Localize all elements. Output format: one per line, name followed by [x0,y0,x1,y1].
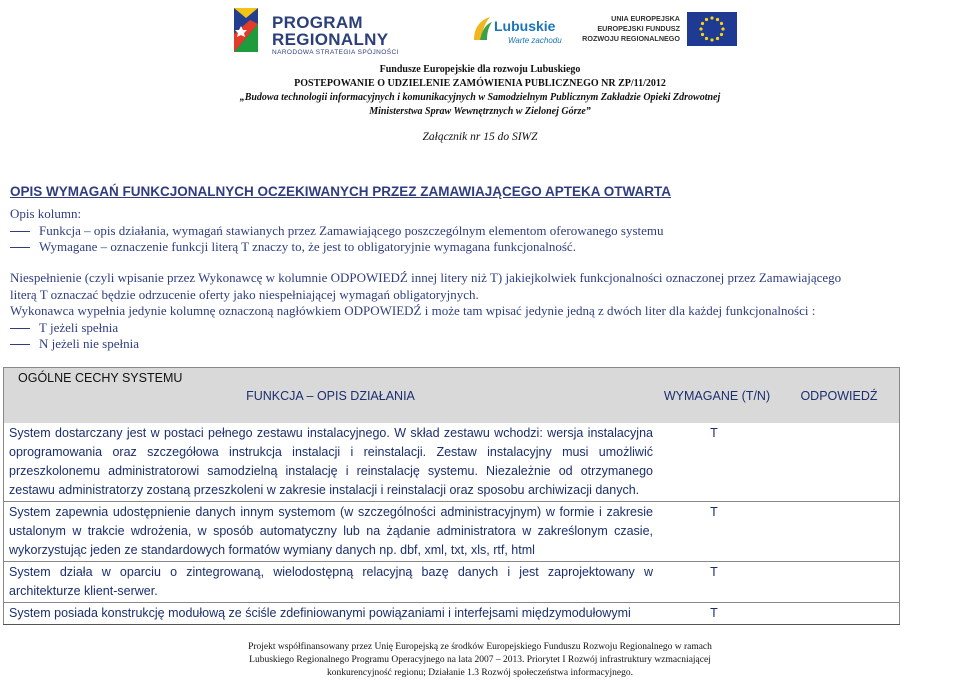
eu-logo-line1: UNIA EUROPEJSKA [611,14,680,23]
table-body [3,423,900,624]
columns-intro: Opis kolumn: [10,206,82,221]
table-row [4,502,899,562]
row-required-value: T [710,565,718,579]
niespelnienie-line1: Niespełnienie (czyli wpisanie przez Wykonawcę w kolumnie ODPOWIEDŹ innej litery niż T) jakiejkolwiek funkcjonalności oznaczonej przez Zamawiającego [10,270,842,285]
header-line1: Fundusze Europejskie dla rozwoju Lubuskiego [379,64,581,75]
row-description: System zapewnia udostępnienie danych innym systemom (w szczególności administracyjnym) w formie i zakresie ustalonym w trakcie wdrożenia, w sposób automatyczny lub na żądanie administratora w zakreślonym czasie, wykorzystując jeden ze standardowych formatów wymiany danych np. dbf, xml, txt, xls, rtf, html [9,505,653,557]
col-header-odpowiedz: ODPOWIEDŹ [800,389,878,403]
dash-bullet [10,344,30,345]
table-header [3,387,900,423]
header-line4: Ministerstwa Spraw Wewnętrznych w Zielonej Górze” [369,106,591,117]
table-row [4,603,899,624]
niespelnienie-line2: literą T oznaczać będzie odrzucenie oferty jako niespełniającej wymagań obligatoryjnych. [10,287,479,302]
row-description: System dostarczany jest w postaci pełnego zestawu instalacyjnego. W skład zestawu wchodzi: wersja instalacyjna oprogramowania oraz szczegółowa instrukcja instalacji i reinstalacji. Zestaw instalacyjny musi umożliwić przeszkolonemu administratorowi samodzielną instalację i reinstalację systemu. Niezależnie od otrzymanego zestawu administratorzy zostaną przeszkoleni w zakresie instalacji i reinstalacji oraz sposobu archiwizacji danych. [9,426,653,497]
wykonawca-instruction: Wykonawca wypełnia jedynie kolumnę oznaczoną nagłówkiem ODPOWIEDŹ i może tam wpisać jedynie jedną z dwóch liter dla każdej funkcjonalności : [10,303,816,318]
row-required-value: T [710,505,718,519]
option-t: T jeżeli spełnia [39,320,119,335]
eu-logo-line2: EUROPEJSKI FUNDUSZ [597,24,680,33]
annex-label: Załącznik nr 15 do SIWZ [422,131,538,143]
table-section-title: OGÓLNE CECHY SYSTEMU [3,367,900,387]
eu-flag-icon [687,12,737,46]
row-description: System działa w oparciu o zintegrowaną, wielodostępną relacyjną bazę danych i jest zaprojektowany w architekturze klient-serwer. [9,565,653,598]
row-required-value: T [710,606,718,620]
col-header-funkcja: FUNKCJA – OPIS DZIAŁANIA [246,389,415,403]
program-logo-line3: NARODOWA STRATEGIA SPÓJNOŚCI [272,49,399,56]
program-logo-line2: REGIONALNY [272,30,389,49]
table-row [4,423,899,502]
program-regionalny-mark-icon [228,4,264,56]
lubuskie-logo [470,10,580,50]
document-title: OPIS WYMAGAŃ FUNKCJONALNYCH OCZEKIWANYCH PRZEZ ZAMAWIAJĄCEGO APTEKA OTWARTA [10,184,671,199]
logo-bar [0,0,960,60]
table-row [4,562,899,603]
funkcja-description: Funkcja – opis działania, wymagań stawianych przez Zamawiającego poszczególnym elementom oferowanego systemu [39,223,664,238]
col-header-wymagane: WYMAGANE (T/N) [663,389,771,403]
header-line2: POSTEPOWANIE O UDZIELENIE ZAMÓWIENIA PUBLICZNEGO NR ZP/11/2012 [294,78,666,89]
footer-line1: Projekt współfinansowany przez Unię Europejską ze środków Europejskiego Funduszu Rozwoju Regionalnego w ramach [248,642,712,652]
dash-bullet [10,231,30,232]
row-required-value: T [710,426,718,440]
eu-logo-text [582,14,680,44]
wymagane-description: Wymagane – oznaczenie funkcji literą T znaczy to, że jest to obligatoryjnie wymagana funkcjonalność. [39,239,576,254]
requirements-table [3,367,900,625]
lubuskie-slogan: Warte zachodu [508,36,562,45]
dash-bullet [10,247,30,248]
row-description: System posiada konstrukcję modułową ze ściśle zdefiniowanymi powiązaniami i interfejsami międzymodułowymi [9,606,631,620]
eu-logo [582,12,742,52]
eu-logo-line3: ROZWOJU REGIONALNEGO [582,34,680,43]
footer-line2: Lubuskiego Regionalnego Programu Operacyjnego na lata 2007 – 2013. Priorytet I Rozwój infrastruktury wzmacniającej [249,655,711,665]
option-n: N jeżeli nie spełnia [39,336,139,351]
lubuskie-name: Lubuskie [494,18,556,34]
lubuskie-wing-icon [470,14,494,44]
dash-bullet [10,328,30,329]
footer-line3: konkurencyjność regionu; Działanie 1.3 Rozwój społeczeństwa informacyjnego. [326,668,634,678]
program-logo-line1: PROGRAM [272,13,363,32]
header-line3: „Budowa technologii informacyjnych i komunikacyjnych w Samodzielnym Publicznym Zakładzie Opieki Zdrowotnej [239,92,721,103]
program-regionalny-logo [228,4,400,56]
